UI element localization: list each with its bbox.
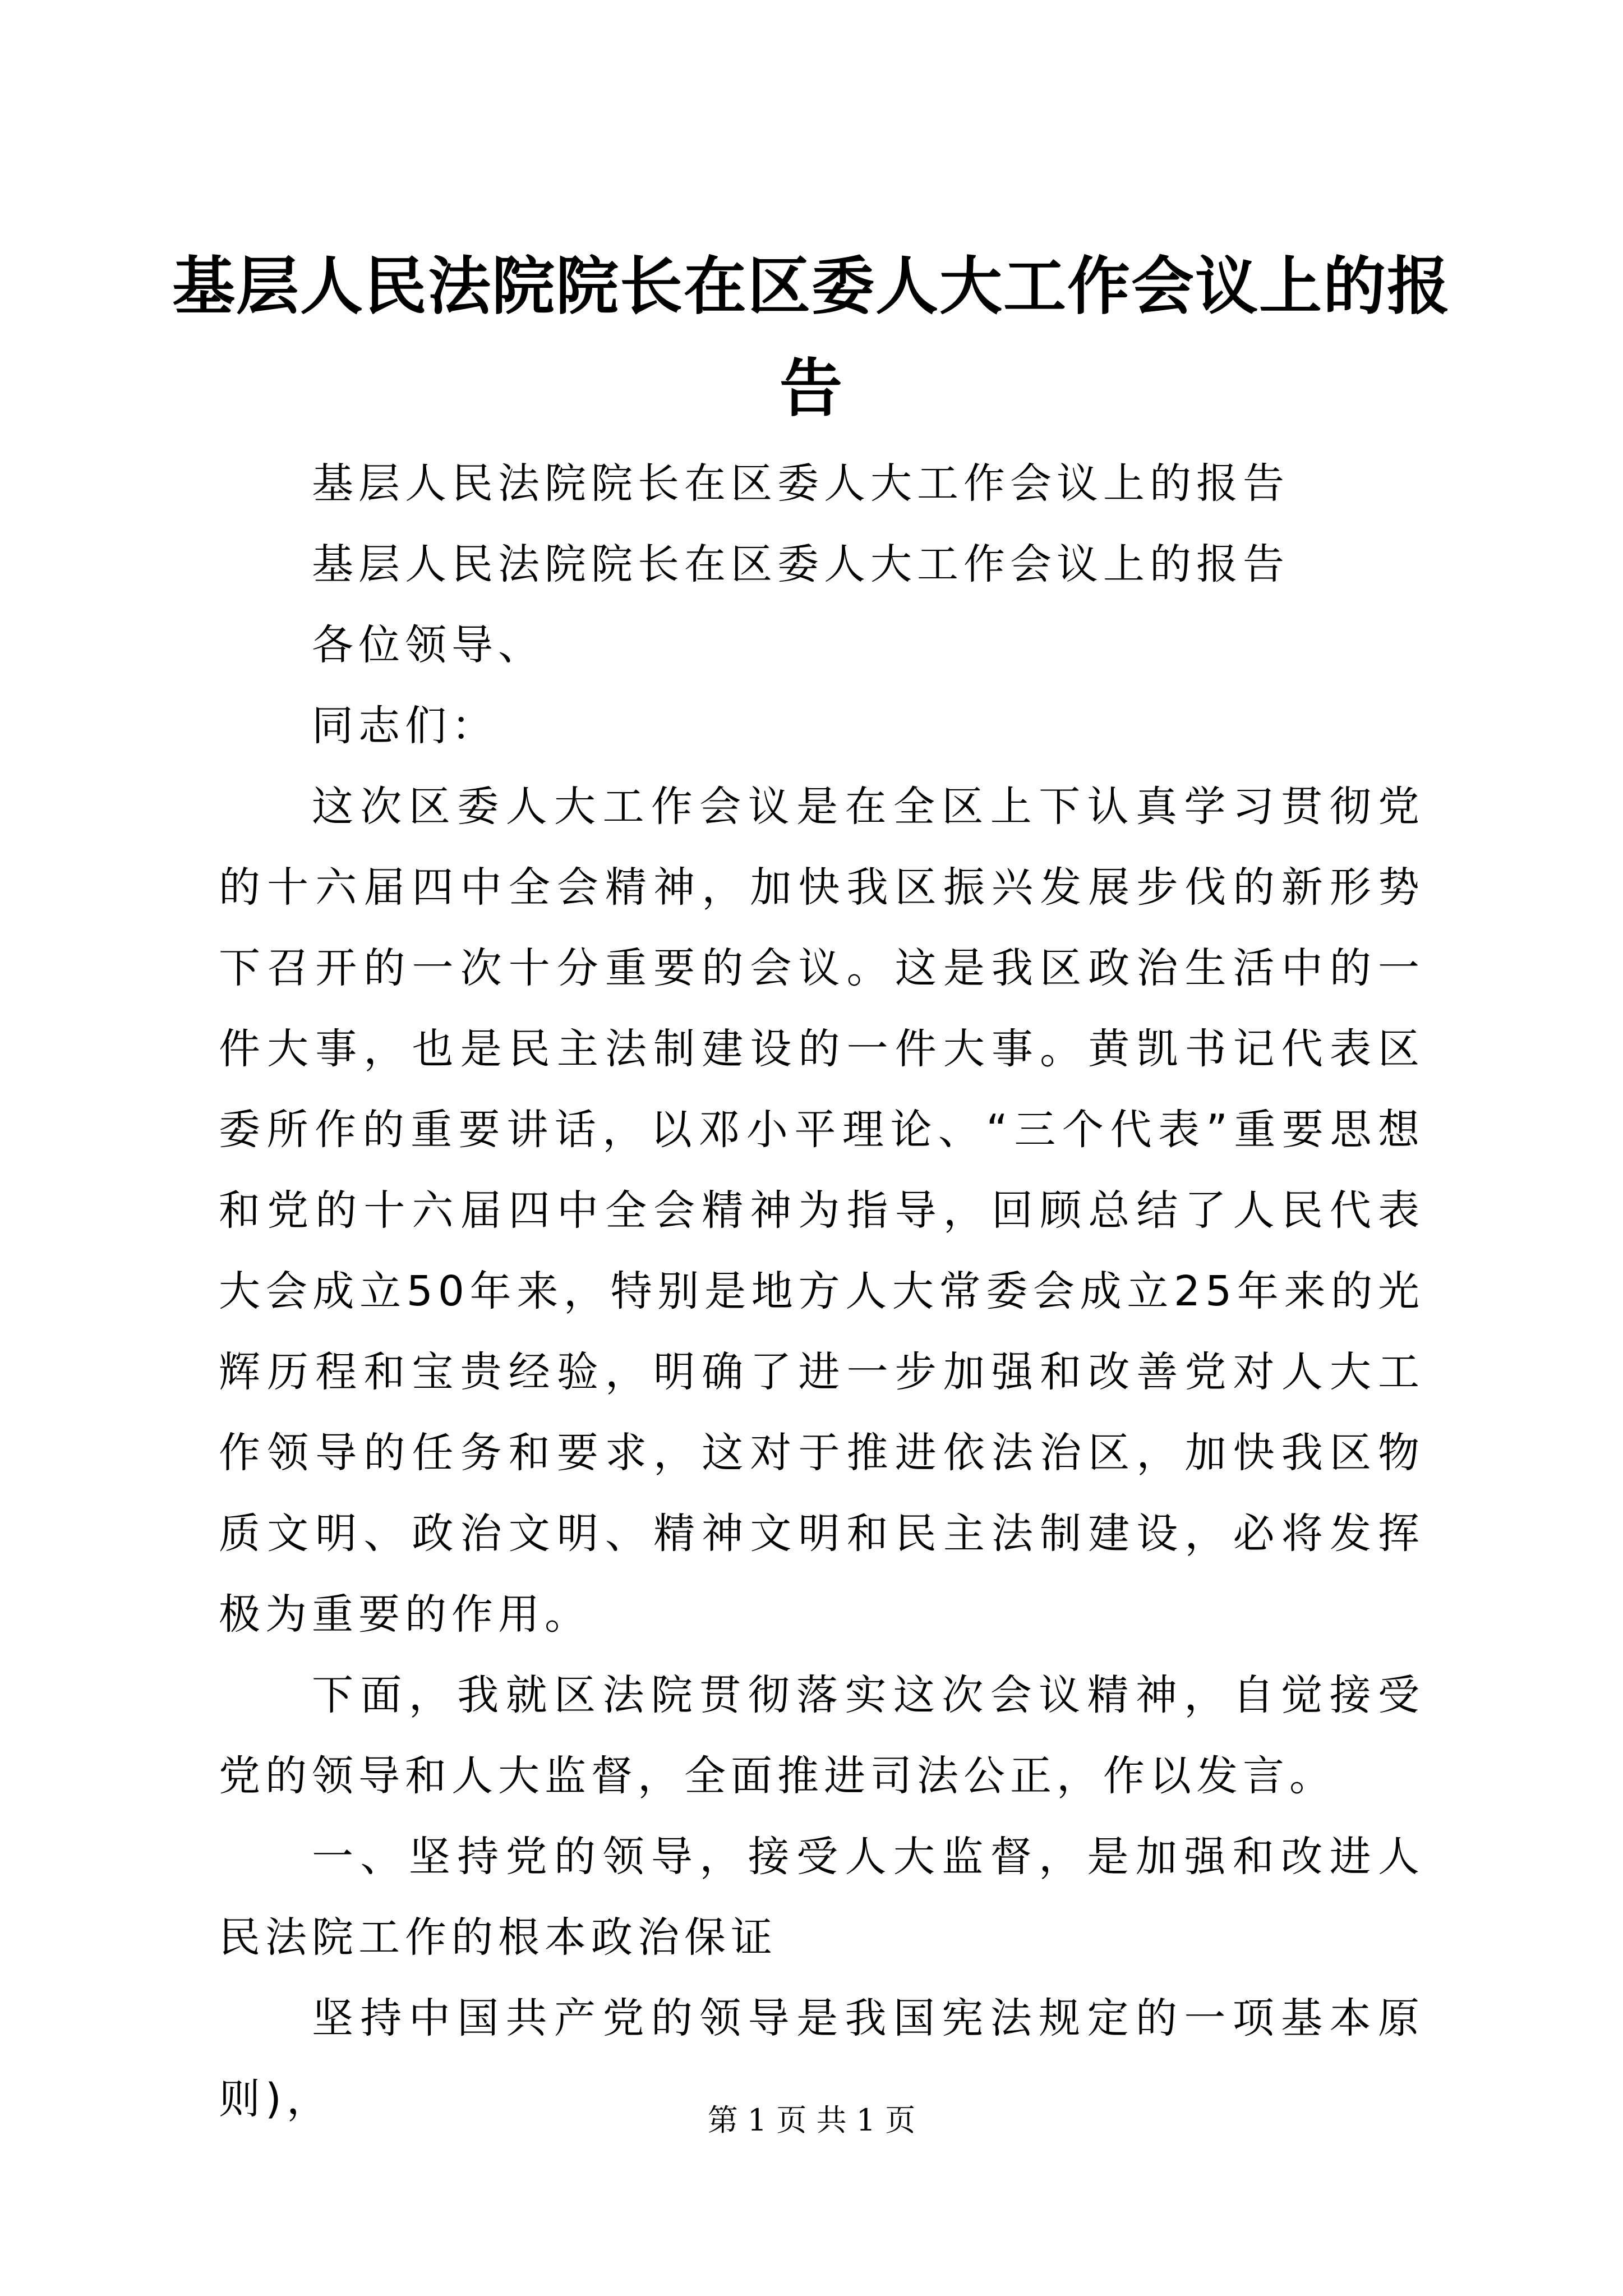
document-body bbox=[219, 443, 1424, 2139]
document-title: 基层人民法院院长在区委人大工作会议上的报告 bbox=[172, 250, 1451, 425]
paragraph-heading-repeat-2: 基层人民法院院长在区委人大工作会议上的报告 bbox=[312, 540, 1289, 588]
paragraph-introduction: 这次区委人大工作会议是在全区上下认真学习贯彻党的十六届四中全会精神，加快我区振兴发展步伐的新形势下召开的一次十分重要的会议。这是我区政治生活中的一件大事，也是民主法制建设的一件大事。黄凯书记代表区委所作的重要讲话，以邓小平理论、“三个代表”重要思想和党的十六届四中全会精神为指导，回顾总结了人民代表大会成立50年来，特别是地方人大常委会成立25年来的光辉历程和宝贵经验，明确了进一步加强和改善党对人大工作领导的任务和要求，这对于推进依法治区，加快我区物质文明、政治文明、精神文明和民主法制建设，必将发挥极为重要的作用。 bbox=[219, 783, 1424, 1639]
paragraph-heading-repeat-1: 基层人民法院院长在区委人大工作会议上的报告 bbox=[312, 459, 1289, 508]
paragraph-section-one-body: 坚持中国共产党的领导是我国宪法规定的一项基本原则)， bbox=[219, 1994, 1424, 2123]
paragraph-section-one-heading: 一、坚持党的领导，接受人大监督，是加强和改进人民法院工作的根本政治保证 bbox=[219, 1833, 1424, 1962]
paragraph-purpose: 下面，我就区法院贯彻落实这次会议精神，自觉接受党的领导和人大监督，全面推进司法公正，作以发言。 bbox=[219, 1671, 1424, 1800]
page-footer: 第 1 页 共 1 页 bbox=[707, 2102, 916, 2138]
paragraph-salutation-comrades: 同志们： bbox=[312, 702, 498, 750]
paragraph-salutation-leaders: 各位领导、 bbox=[312, 621, 545, 669]
